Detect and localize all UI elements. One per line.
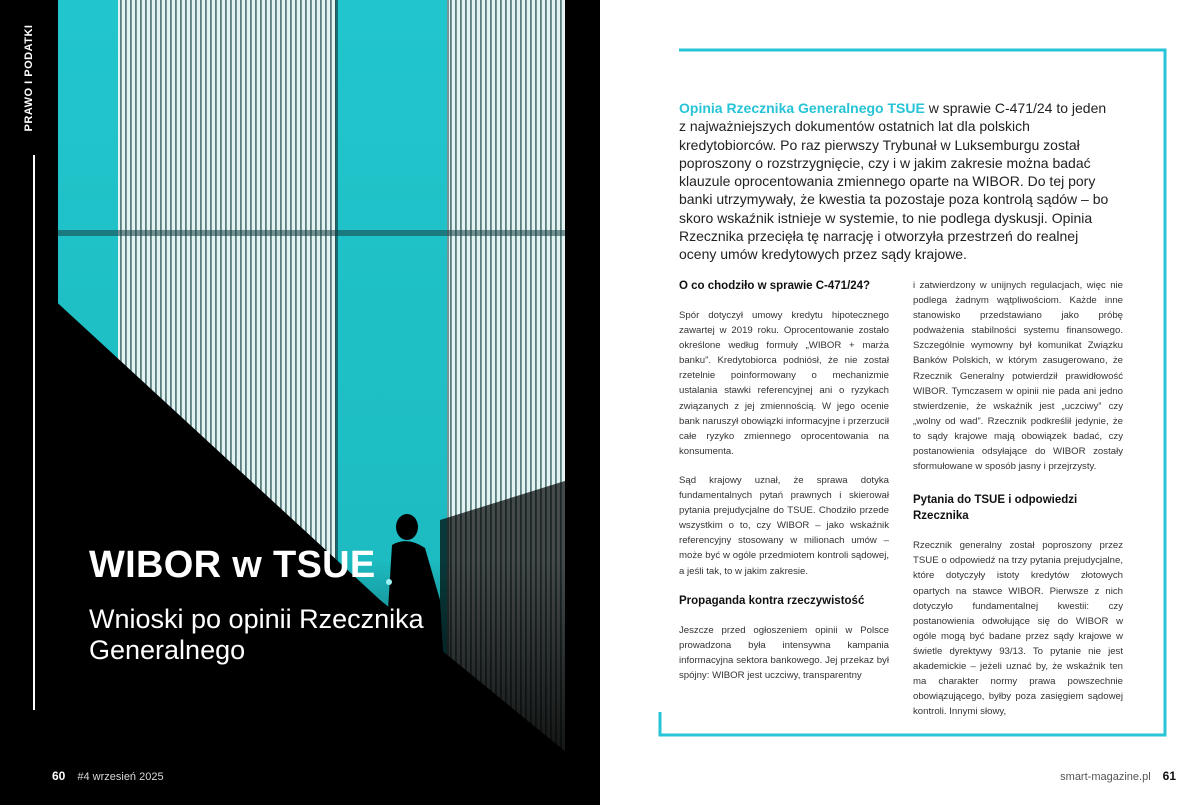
text-column-2	[913, 278, 1123, 733]
section-divider	[33, 155, 35, 710]
body-paragraph: Jeszcze przed ogłoszeniem opinii w Polsce prowadzona była intensywna kampania informacyjna sektora bankowego. Jej przekaz był spójny: WIBOR jest uczciwy, transparentny	[679, 624, 889, 681]
article-title: WIBOR w TSUE	[89, 544, 376, 586]
right-folio	[1060, 769, 1176, 783]
lead-paragraph	[679, 99, 1114, 264]
issue-label: #4 wrzesień 2025	[77, 771, 164, 783]
subheading-case: O co chodziło w sprawie C-471/24?	[679, 280, 871, 292]
body-paragraph: Spór dotyczył umowy kredytu hipotecznego zawartej w 2019 roku. Oprocentowanie zostało określone według formuły „WIBOR + marża banku”. Kredytobiorca podniósł, że nie został rzetelnie poinformowany o mechanizmie ustalania stawki referencyjnej ani o ryzykach związanych z jej zmiennością. W jego ocenie bank naruszył obowiązki informacyjne i przerzucił całe ryzyko zmiennego oprocentowania na konsumenta.	[679, 310, 889, 457]
body-paragraph: Rzecznik generalny został poproszony przez TSUE o odpowiedź na trzy pytania prejudycjalne, które dotyczyły istoty kredytów złotowych opartych na stawce WIBOR. Pierwsze z nich dotyczyło fundamentalnej kwestii: czy postanowienia odwołujące się do WIBOR w ogóle mogą być badane przez sądy krajowe w świetle dyrektywy 93/13. To pytanie nie jest akademickie – jeżeli uznać by, że wskaźnik ten ma charakter normy prawa powszechnie obowiązującego, byłby poza zasięgiem sądowej kontroli. Innymi słowy,	[913, 540, 1123, 718]
right-page	[600, 0, 1200, 805]
left-page-number: 60	[52, 769, 66, 783]
lead-highlight: Opinia Rzecznika Generalnego TSUE	[679, 100, 925, 116]
right-page-number: 61	[1162, 769, 1176, 783]
lead-body: w sprawie C-471/24 to jeden z najważniejszych dokumentów ostatnich lat dla polskich kredytobiorców. Po raz pierwszy Trybunał w Luksemburgu został poproszony o rozstrzygnięcie, czy i w jakim zakresie można badać klauzule oprocentowania zmiennego oparte na WIBOR. Do tej pory banki utrzymywały, że kwestia ta pozostaje poza kontrolą sądów – bo skoro wskaźnik istnieje w systemie, to nie podlega dyskusji. Opinia Rzecznika przecięła tę narrację i otworzyła przestrzeń do realnej oceny umów kredytowych przez sądy krajowe.	[679, 100, 1109, 263]
body-paragraph: i zatwierdzony w unijnych regulacjach, więc nie podlega żadnym wątpliwościom. Każde inne stanowisko przedstawiano jako próbę podważenia stabilności systemu finansowego. Szczególnie wymowny był komunikat Związku Banków Polskich, w którym zasugerowano, że Rzecznik Generalny potwierdził prawidłowość WIBOR. Tymczasem w opinii nie pada ani jedno stwierdzenie, że wskaźnik jest „uczciwy” czy „wolny od wad”. Rzecznik podkreślił jedynie, że to sądy krajowe mają obowiązek badać, czy postanowienia odsyłające do WIBOR zostały sformułowane w sposób jasny i przejrzysty.	[913, 280, 1123, 473]
site-url: smart-magazine.pl	[1060, 771, 1151, 783]
section-label: PRAWO I PODATKI	[23, 24, 35, 132]
text-column-1	[679, 278, 889, 697]
subheading-propaganda: Propaganda kontra rzeczywistość	[679, 594, 865, 607]
article-subtitle: Wnioski po opinii Rzecznika Generalnego	[89, 604, 424, 665]
subheading-questions: Pytania do TSUE i odpowiedzi Rzecznika	[913, 494, 1078, 523]
body-paragraph: Sąd krajowy uznał, że sprawa dotyka fundamentalnych pytań prawnych i skierował pytania prejudycjalne do TSUE. Chodziło przede wszystkim o to, czy WIBOR – jako wskaźnik referencyjny stosowany w milionach umów – może być w ogóle przedmiotem kontroli sądowej, a jeśli tak, to w jakim zakresie.	[679, 474, 889, 577]
left-folio	[52, 769, 164, 783]
